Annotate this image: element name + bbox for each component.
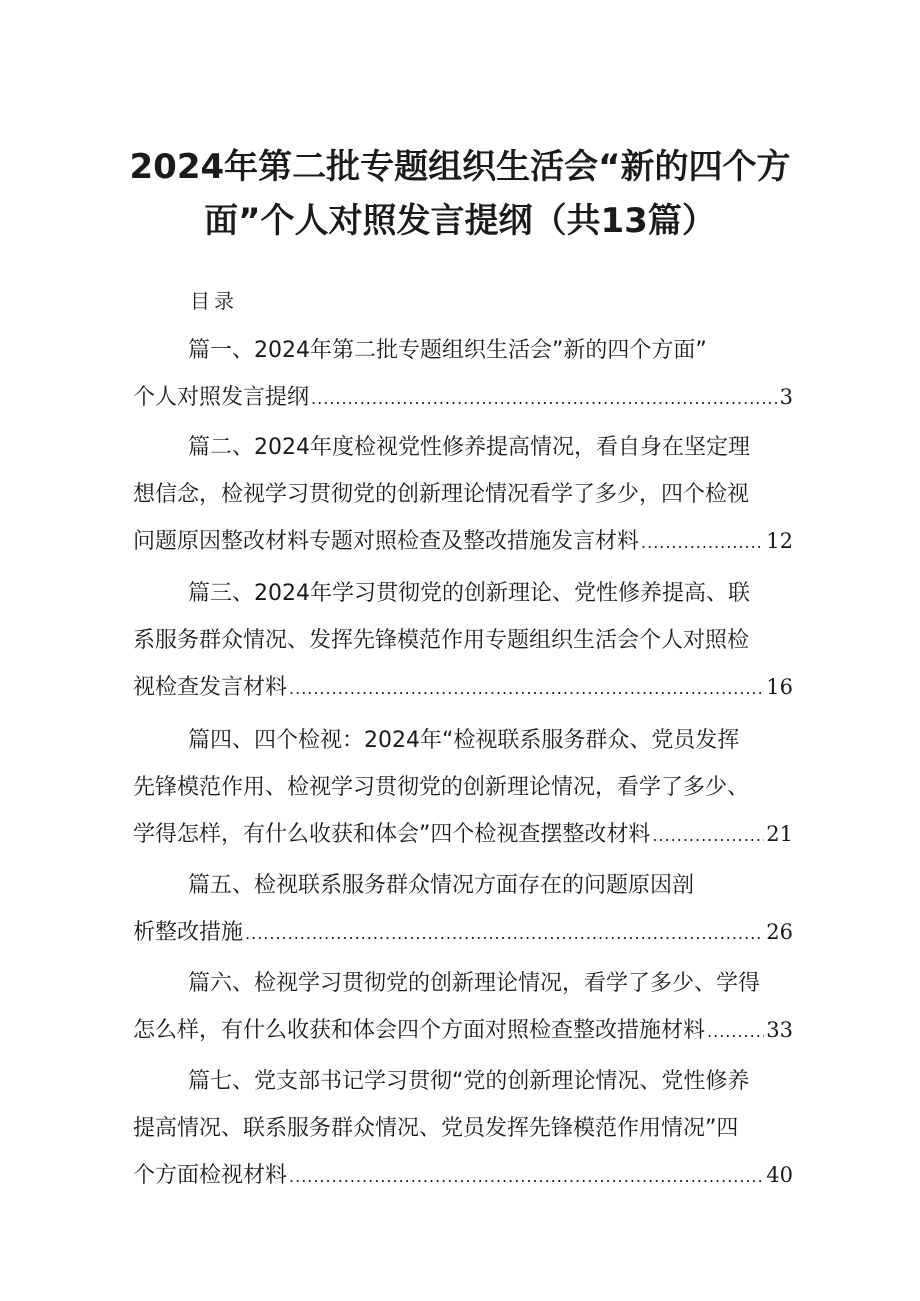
toc-entry-line: 篇七、党支部书记学习贯彻“党的创新理论情况、党性修养 — [188, 1069, 750, 1094]
leader-dots — [652, 812, 764, 858]
toc-entry-line: 视检查发言材料 — [133, 675, 288, 700]
toc-entry-4[interactable] — [133, 717, 793, 858]
toc-entry-line: 析整改措施 — [133, 920, 244, 945]
toc-entry-7[interactable] — [133, 1058, 793, 1199]
toc-page-number: 16 — [766, 675, 793, 699]
document-title — [120, 140, 800, 248]
leader-dots — [641, 519, 764, 565]
toc-entry-line: 怎么样，有什么收获和体会四个方面对照检查整改措施材料 — [133, 1018, 706, 1043]
toc-entry-line: 想信念，检视学习贯彻党的创新理论情况看学了多少，四个检视 — [133, 482, 750, 507]
toc-heading: 目录 — [190, 289, 238, 313]
toc-entry-2[interactable] — [133, 424, 793, 565]
leader-dots — [707, 1008, 764, 1054]
toc-page-number: 12 — [766, 529, 793, 553]
toc-page-number: 26 — [766, 920, 793, 944]
toc-entry-5[interactable] — [133, 862, 793, 956]
toc-page-number: 21 — [766, 822, 793, 846]
toc-page-number: 33 — [766, 1018, 793, 1042]
title-line-1: 2024年第二批专题组织生活会“新的四个方 — [129, 147, 791, 187]
toc-entry-line: 篇六、检视学习贯彻党的创新理论情况，看学了多少、学得 — [188, 971, 761, 996]
toc-entry-line: 系服务群众情况、发挥先锋模范作用专题组织生活会个人对照检 — [133, 628, 750, 653]
toc-entry-6[interactable] — [133, 960, 793, 1054]
toc-entry-line: 问题原因整改材料专题对照检查及整改措施发言材料 — [133, 529, 640, 554]
leader-dots — [311, 375, 778, 421]
toc-entry-line: 篇四、四个检视：2024年“检视联系服务群众、党员发挥 — [188, 728, 740, 753]
toc-entry-line: 学得怎样，有什么收获和体会”四个检视查摆整改材料 — [133, 822, 651, 847]
toc-entry-line: 个方面检视材料 — [133, 1163, 288, 1188]
toc-entry-line: 篇五、检视联系服务群众情况方面存在的问题原因剖 — [188, 873, 695, 898]
leader-dots — [289, 1153, 764, 1199]
leader-dots — [245, 910, 764, 956]
toc-entry-1[interactable] — [133, 327, 793, 421]
toc-entry-3[interactable] — [133, 570, 793, 711]
toc-entry-line: 篇二、2024年度检视党性修养提高情况，看自身在坚定理 — [188, 435, 750, 460]
toc-entry-line: 篇一、2024年第二批专题组织生活会”新的四个方面” — [188, 338, 707, 363]
leader-dots — [289, 665, 764, 711]
title-line-2: 面”个人对照发言提纲（共13篇） — [204, 201, 716, 241]
toc-page-number: 3 — [779, 385, 793, 409]
toc-entry-line: 个人对照发言提纲 — [133, 385, 310, 410]
toc-entry-line: 先锋模范作用、检视学习贯彻党的创新理论情况，看学了多少、 — [133, 775, 750, 800]
toc-entry-line: 篇三、2024年学习贯彻党的创新理论、党性修养提高、联 — [188, 581, 750, 606]
toc-page-number: 40 — [766, 1163, 793, 1187]
toc-entry-line: 提高情况、联系服务群众情况、党员发挥先锋模范作用情况”四 — [133, 1116, 739, 1141]
